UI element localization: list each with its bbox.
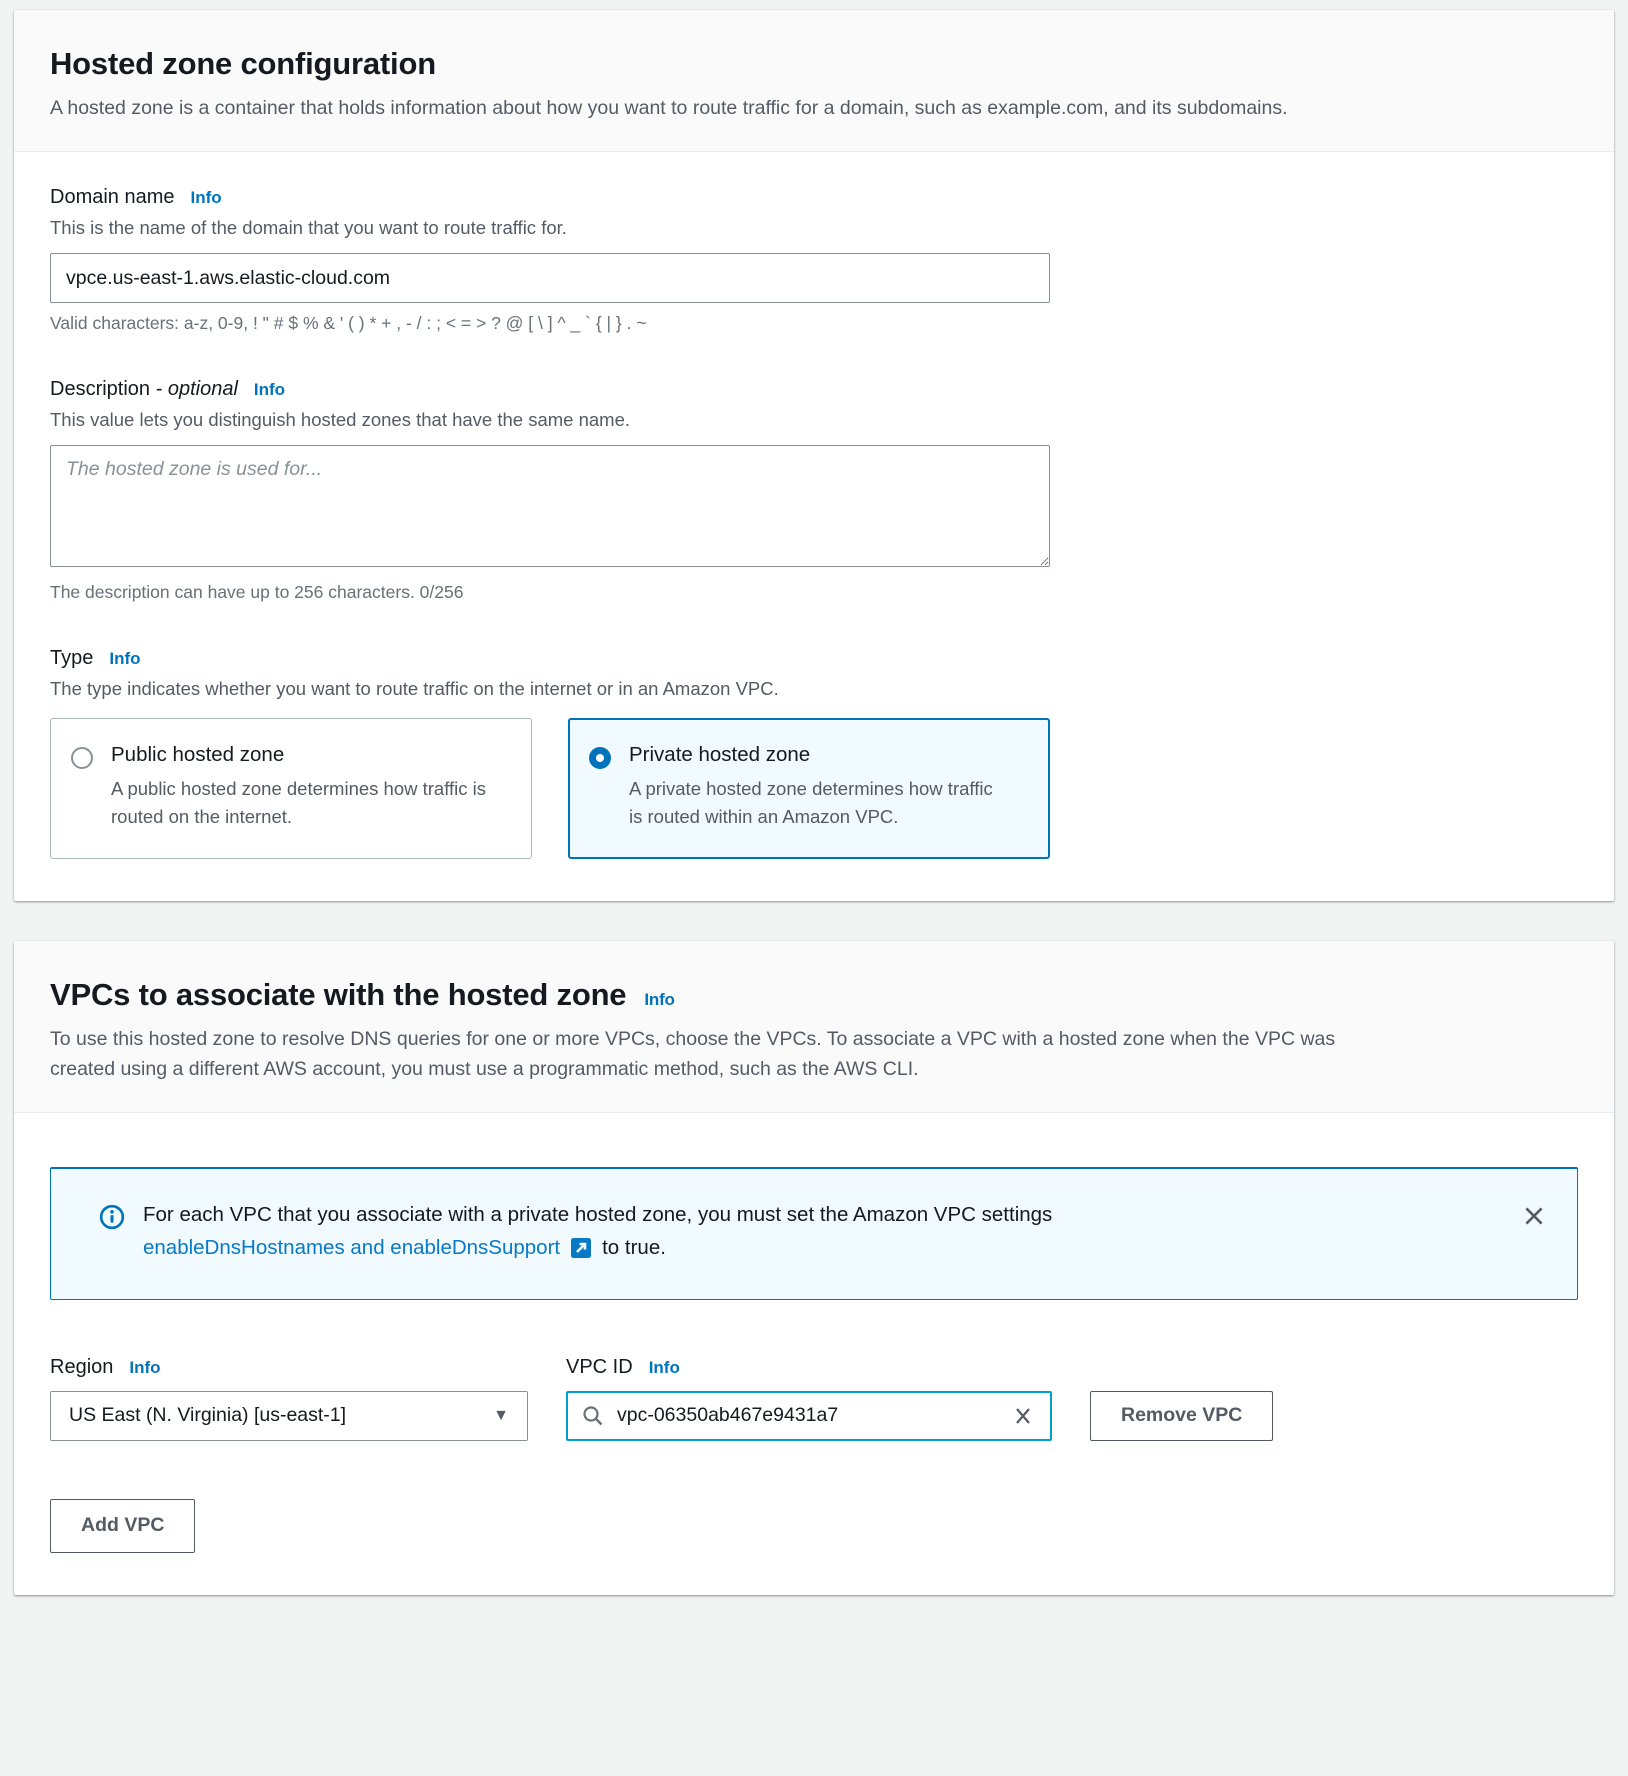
type-description: The type indicates whether you want to route traffic on the internet or in an Amazon VPC. — [50, 678, 779, 700]
close-icon — [1521, 1203, 1547, 1229]
type-info-link[interactable]: Info — [109, 649, 141, 669]
hosted-zone-configuration-card — [14, 10, 1614, 901]
vpc-card-info-link[interactable]: Info — [644, 990, 675, 1010]
vpc-id-label-row — [566, 1356, 1052, 1379]
vpc-card-title-text: VPCs to associate with the hosted zone — [50, 977, 627, 1013]
description-label: Description - optional — [50, 378, 238, 401]
vpc-card-description: To use this hosted zone to resolve DNS queries for one or more VPCs, choose the VPCs. To associate a VPC with a hosted zone when the VPC was created using a different AWS account, you must use a programmatic method, such as the AWS CLI. — [50, 1028, 1336, 1080]
external-link-icon[interactable] — [570, 1237, 592, 1259]
description-field-description: This value lets you distinguish hosted zones that have the same name. — [50, 409, 631, 431]
chevron-down-icon: ▼ — [493, 1406, 509, 1424]
clear-vpc-id-button[interactable] — [1009, 1402, 1037, 1430]
private-hosted-zone-option[interactable] — [568, 718, 1050, 860]
domain-name-valid-characters-hint: Valid characters: a-z, 0-9, ! " # $ % & ' ( ) * + , - / : ; < = > ? @ [ \ ] ^ _ ` { | } . ~ — [50, 313, 647, 334]
banner-line2-suffix: to true. — [602, 1235, 666, 1259]
type-field-group — [50, 647, 1578, 859]
vpc-card-body — [14, 1113, 1614, 1595]
region-column — [50, 1356, 528, 1441]
hosted-zone-card-description: A hosted zone is a container that holds information about how you want to route traffic for a domain, such as example.com, and its subdomains. — [50, 97, 1288, 119]
private-hosted-zone-description: A private hosted zone determines how traffic is routed within an Amazon VPC. — [629, 777, 993, 827]
domain-name-description: This is the name of the domain that you want to route traffic for. — [50, 217, 567, 239]
vpc-id-label: VPC ID — [566, 1355, 633, 1378]
vpc-id-column — [566, 1356, 1052, 1441]
public-hosted-zone-description: A public hosted zone determines how traffic is routed on the internet. — [111, 777, 487, 827]
clear-x-icon — [1011, 1404, 1035, 1428]
domain-name-info-link[interactable]: Info — [190, 188, 222, 208]
vpc-fields-row — [50, 1356, 1578, 1441]
hosted-zone-card-header — [14, 10, 1614, 152]
vpc-card-header — [14, 941, 1614, 1113]
description-label-row — [50, 378, 1578, 401]
region-select[interactable] — [50, 1391, 528, 1441]
domain-name-label: Domain name — [50, 186, 175, 209]
type-label-row — [50, 647, 1578, 670]
banner-text — [143, 1199, 1052, 1265]
public-hosted-zone-option[interactable] — [50, 718, 532, 860]
private-hosted-zone-title: Private hosted zone — [629, 742, 811, 766]
banner-line1: For each VPC that you associate with a private hosted zone, you must set the Amazon VPC settings — [143, 1202, 1053, 1226]
vpc-id-input[interactable] — [615, 1403, 999, 1428]
close-banner-button[interactable] — [1517, 1199, 1551, 1233]
region-selected-value: US East (N. Virginia) [us-east-1] — [69, 1404, 347, 1427]
info-banner — [50, 1167, 1578, 1300]
search-icon — [581, 1404, 605, 1428]
description-textarea[interactable] — [50, 445, 1050, 567]
vpc-id-search-box[interactable] — [566, 1391, 1052, 1441]
vpc-card-title — [50, 977, 1578, 1013]
public-hosted-zone-radio[interactable] — [71, 747, 93, 769]
hosted-zone-card-title-text: Hosted zone configuration — [50, 46, 436, 81]
public-hosted-zone-title: Public hosted zone — [111, 742, 285, 766]
description-field-group — [50, 378, 1578, 603]
type-label: Type — [50, 647, 94, 670]
region-info-link[interactable]: Info — [129, 1357, 161, 1377]
description-info-link[interactable]: Info — [253, 380, 286, 400]
vpcs-to-associate-card — [14, 941, 1614, 1594]
add-vpc-button[interactable]: Add VPC — [50, 1499, 195, 1553]
banner-enable-dns-link[interactable]: enableDnsHostnames and enableDnsSupport — [143, 1235, 561, 1259]
remove-vpc-button[interactable]: Remove VPC — [1090, 1391, 1273, 1441]
description-character-count-hint: The description can have up to 256 characters. 0/256 — [50, 582, 464, 603]
type-radio-tiles — [50, 718, 1578, 860]
public-hosted-zone-option-content — [111, 743, 491, 831]
region-label-row — [50, 1356, 528, 1379]
domain-name-input[interactable] — [50, 253, 1050, 303]
info-icon — [99, 1204, 125, 1235]
banner-line2 — [143, 1232, 1052, 1265]
hosted-zone-card-title — [50, 46, 1578, 82]
vpc-id-info-link[interactable]: Info — [648, 1357, 680, 1377]
private-hosted-zone-radio[interactable] — [589, 747, 611, 769]
description-optional-label: - optional — [155, 378, 238, 401]
region-label: Region — [50, 1355, 114, 1378]
domain-name-field-group — [50, 186, 1578, 334]
hosted-zone-card-body — [14, 152, 1614, 901]
private-hosted-zone-option-content — [629, 743, 1009, 831]
domain-name-label-row — [50, 186, 1578, 209]
